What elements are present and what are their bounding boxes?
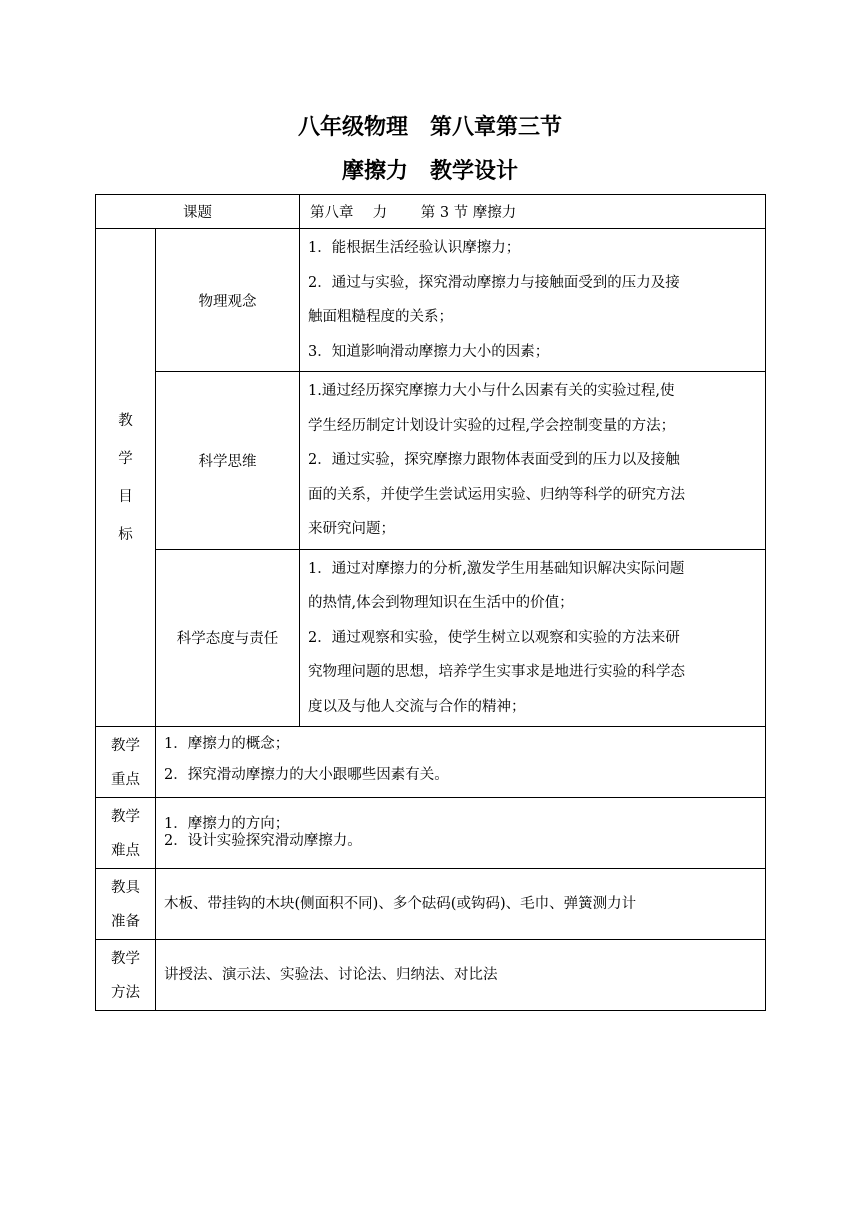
goal-line: 面的关系，并使学生尝试运用实验、归纳等科学的研究方法 [308,486,685,503]
methods-row [96,940,766,1011]
goal-line: 触面粗糙程度的关系； [308,309,453,325]
key-points-label-line: 教学 [111,738,140,754]
goal-content-physics-concept [300,229,766,372]
key-points-row [96,727,766,798]
goal-line: 度以及与他人交流与合作的精神； [308,698,526,715]
subject-row [96,195,766,229]
tools-label-line: 准备 [111,914,140,930]
difficulties-content [156,798,766,869]
goal-line: 1．能根据生活经验认识摩擦力； [308,240,521,256]
goal-line: 2．通过与实验，探究滑动摩擦力与接触面受到的压力及接 [308,274,680,291]
goal-line: 1.通过经历探究摩擦力大小与什么因素有关的实验过程,使 [308,383,675,399]
difficulties-label-line: 教学 [111,809,140,825]
key-point-line: 2．探究滑动摩擦力的大小跟哪些因素有关。 [164,767,449,783]
teaching-plan-table [95,194,766,1011]
goal-line: 2．通过观察和实验，使学生树立以观察和实验的方法来研 [308,629,680,646]
key-point-line: 1．摩擦力的概念； [164,736,290,752]
goal-row-physics-concept [96,229,766,372]
subject-value: 第八章 力 第 3 节 摩擦力 [300,195,766,229]
goal-line: 究物理问题的思想，培养学生实事求是地进行实验的科学态 [308,664,685,680]
key-points-content [156,727,766,798]
methods-label-line: 教学 [111,951,140,967]
goal-line: 学生经历制定计划设计实验的过程,学会控制变量的方法； [308,417,676,434]
goal-line: 1．通过对摩擦力的分析,激发学生用基础知识解决实际问题 [308,560,685,577]
difficulties-label [96,798,156,869]
subject-label: 课题 [96,195,300,229]
goals-label-char: 教 [118,412,133,429]
goal-label-attitude-responsibility: 科学态度与责任 [156,549,300,727]
tools-label-line: 教具 [111,880,140,896]
document-title-line-1: 八年级物理 第八章第三节 [297,115,562,140]
goal-label-physics-concept: 物理观念 [156,229,300,372]
tools-content: 木板、带挂钩的木块(侧面积不同)、多个砝码(或钩码)、毛巾、弹簧测力计 [156,869,766,940]
goals-label-char: 学 [118,450,133,467]
goals-label-char: 目 [118,488,133,505]
tools-label [96,869,156,940]
goal-line: 3．知道影响滑动摩擦力大小的因素； [308,343,550,360]
difficulty-line: 2．设计实验探究滑动摩擦力。 [164,833,362,849]
difficulties-label-line: 难点 [111,843,140,859]
methods-label-line: 方法 [111,985,140,1001]
teaching-goals-label [96,229,156,727]
goals-label-char: 标 [118,526,133,543]
goal-line: 2．通过实验，探究摩擦力跟物体表面受到的压力以及接触 [308,452,680,468]
goal-content-attitude-responsibility [300,549,766,727]
difficulty-line: 1．摩擦力的方向； [164,816,290,832]
goal-content-scientific-thinking [300,372,766,550]
goal-line: 来研究问题； [308,521,395,537]
goal-line: 的热情,体会到物理知识在生活中的价值； [308,595,574,611]
key-points-label [96,727,156,798]
document-title-line-2: 摩擦力 教学设计 [341,159,518,184]
key-points-label-line: 重点 [111,772,140,788]
methods-label [96,940,156,1011]
goal-row-scientific-thinking [96,372,766,550]
difficulties-row [96,798,766,869]
goal-row-attitude-responsibility [96,549,766,727]
methods-content: 讲授法、演示法、实验法、讨论法、归纳法、对比法 [156,940,766,1011]
goal-label-scientific-thinking: 科学思维 [156,372,300,550]
tools-row [96,869,766,940]
